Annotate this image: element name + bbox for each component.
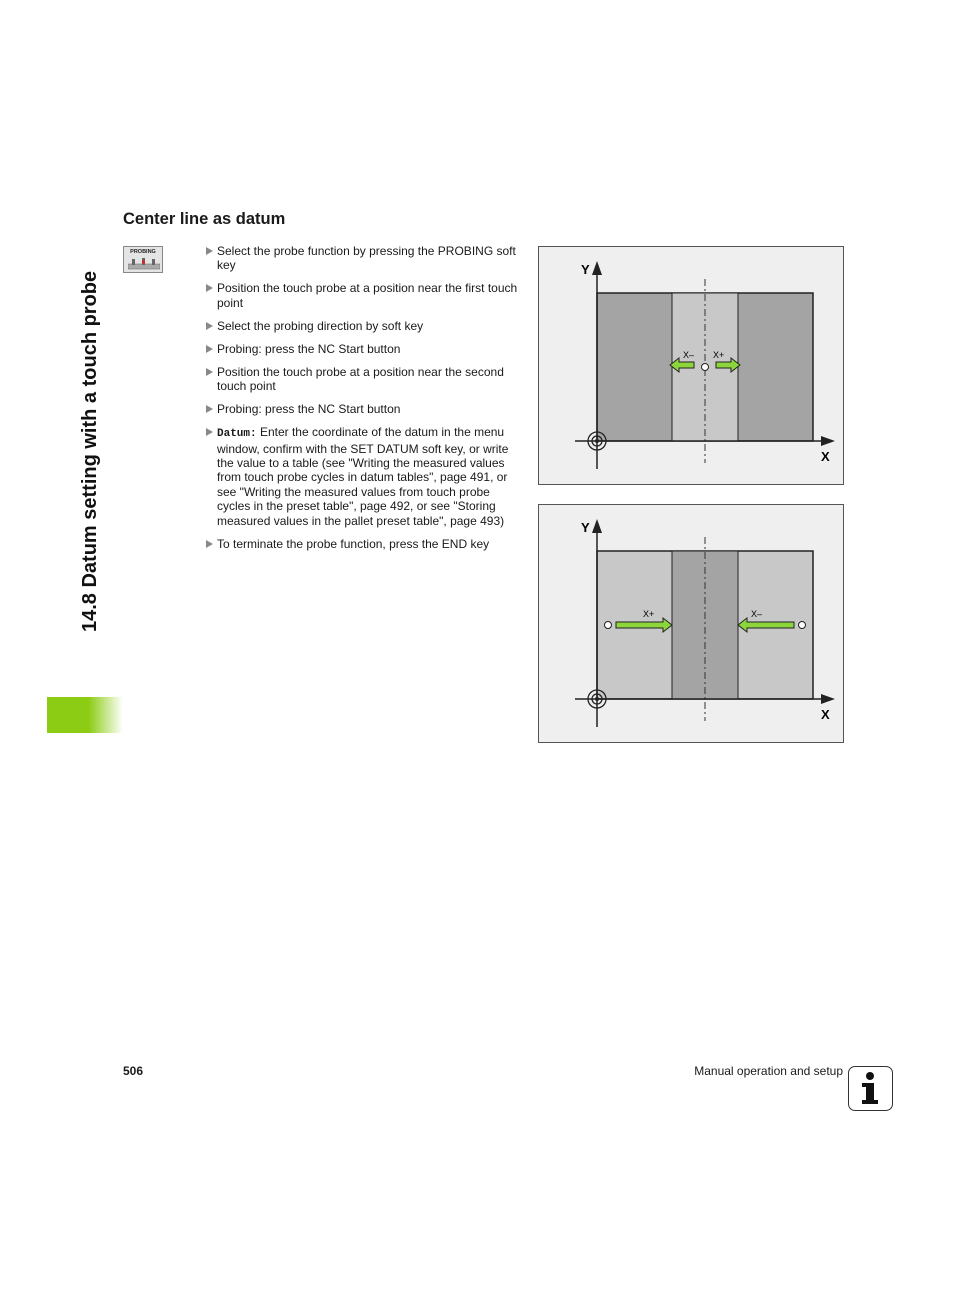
side-chapter-title: 14.8 Datum setting with a touch probe <box>79 270 101 632</box>
list-item: Probing: press the NC Start button <box>204 402 522 416</box>
y-axis-arrowhead <box>592 519 602 533</box>
datum-keyword: Datum: <box>217 428 257 441</box>
arrow-label-left: X– <box>683 350 695 360</box>
probing-softkey-icon <box>128 257 160 270</box>
arrow-label-left: X+ <box>643 609 655 619</box>
y-axis-label: Y <box>581 262 590 277</box>
chapter-tab-marker <box>47 697 123 733</box>
probe-start-left <box>605 622 612 629</box>
list-item: To terminate the probe function, press the END key <box>204 537 522 551</box>
x-axis-label: X <box>821 449 830 464</box>
step-arrow-icon <box>206 428 213 436</box>
y-axis-arrowhead <box>592 261 602 275</box>
list-item: Select the probing direction by soft key <box>204 319 522 333</box>
step-arrow-icon <box>206 322 213 330</box>
y-axis-label: Y <box>581 520 590 535</box>
procedure-steps <box>204 244 522 560</box>
step-arrow-icon <box>206 405 213 413</box>
arrow-label-right: X+ <box>713 350 725 360</box>
step-arrow-icon <box>206 247 213 255</box>
figure-probe-inside-slot <box>538 246 844 485</box>
info-icon <box>848 1066 893 1111</box>
x-axis-arrowhead <box>821 694 835 704</box>
probe-start-right <box>799 622 806 629</box>
x-axis-arrowhead <box>821 436 835 446</box>
figure-probe-outside-rib <box>538 504 844 743</box>
list-item: Position the touch probe at a position near the second touch point <box>204 365 522 394</box>
step-arrow-icon <box>206 368 213 376</box>
page-number: 506 <box>123 1064 144 1078</box>
step-arrow-icon <box>206 284 213 292</box>
list-item: Position the touch probe at a position near the first touch point <box>204 281 522 310</box>
section-heading: Center line as datum <box>123 210 286 228</box>
arrow-label-right: X– <box>751 609 763 619</box>
x-axis-label: X <box>821 707 830 722</box>
list-item: Datum: Enter the coordinate of the datum in the menu window, confirm with the SET DATUM soft key, or write the value to a table (see "Writing the measured values from touch probe cycles in datum tables", page 491, or see "Writing the measured values from touch probe cycles in the preset table", page 492, or see "Storing measured values in the pallet preset table", page 493) <box>204 425 522 528</box>
footer-chapter-title: Manual operation and setup <box>694 1064 843 1078</box>
list-item: Select the probe function by pressing the PROBING soft key <box>204 244 522 273</box>
step-arrow-icon <box>206 540 213 548</box>
list-item: Probing: press the NC Start button <box>204 342 522 356</box>
probing-softkey <box>123 246 163 273</box>
probe-tip <box>702 364 709 371</box>
step-arrow-icon <box>206 345 213 353</box>
probing-softkey-label: PROBING <box>130 249 156 255</box>
